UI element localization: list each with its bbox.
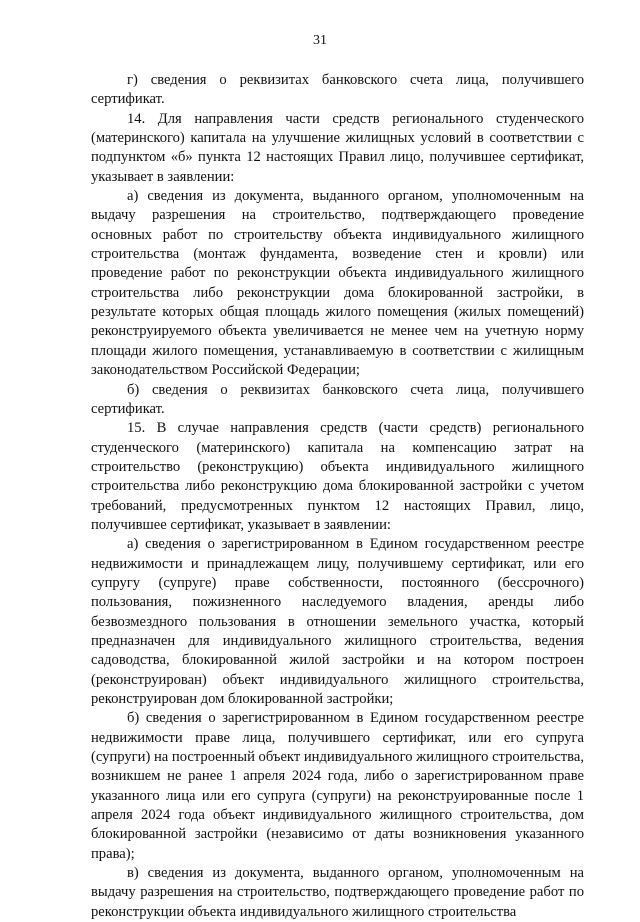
paragraph-13g: г) сведения о реквизитах банковского счета лица, получившего сертификат. xyxy=(91,72,584,108)
paragraph-14-intro: 14. Для направления части средств регионального студенческого (материнского) капитала на улучшение жилищных условий в соответствии с подпунктом «б» пункта 12 настоящих Правил лицо, получившее сертификат, указывает в заявлении: xyxy=(91,110,584,185)
paragraph-14b: б) сведения о реквизитах банковского счета лица, получившего сертификат. xyxy=(91,381,584,417)
page-number: 31 xyxy=(313,33,327,48)
paragraph-15-intro: 15. В случае направления средств (части средств) регионального студенческого (материнского) капитала на компенсацию затрат на строительство (реконструкцию) объекта индивидуального жилищного строительства либо реконструкцию дома блокированной застройки с учетом требований, предусмотренных пунктом 12 настоящих Правил, лицо, получившее сертификат, указывает в заявлении: xyxy=(91,420,584,533)
paragraph-15b: б) сведения о зарегистрированном в Едином государственном реестре недвижимости праве лица, получившего сертификат, или его супруга (супруги) на построенный объект индивидуального жилищного строительства, возникшем не ранее 1 апреля 2024 года, либо о зарегистрированном праве указанного лица или его супруга (супруги) на реконструированные после 1 апреля 2024 года объект индивидуального жилищного строительства, дом блокированной застройки (независимо от даты возникновения указанного права); xyxy=(91,710,584,862)
document-body xyxy=(91,71,584,922)
paragraph-15v: в) сведения из документа, выданного органом, уполномоченным на выдачу разрешения на строительство, подтверждающего проведение работ по реконструкции объекта индивидуального жилищного строительства xyxy=(91,865,584,920)
paragraph-14a: а) сведения из документа, выданного органом, уполномоченным на выдачу разрешения на строительство, подтверждающего проведение основных работ по строительству объекта индивидуального жилищного строительства (монтаж фундамента, возведение стен и кровли) или проведение работ по реконструкции объекта индивидуального жилищного строительства либо реконструкции дома блокированной застройки, в результате которых общая площадь жилого помещения (жилых помещений) реконструируемого объекта увеличивается не менее чем на учетную норму площади жилого помещения, устанавливаемую в соответствии с жилищным законодательством Российской Федерации; xyxy=(91,188,584,379)
paragraph-15a: а) сведения о зарегистрированном в Едином государственном реестре недвижимости и принадлежащем лицу, получившему сертификат, или его супругу (супруге) праве собственности, постоянного (бессрочного) пользования, пожизненного наследуемого владения, аренды либо безвозмездного пользования в отношении земельного участка, который предназначен для индивидуального жилищного строительства, ведения садоводства, блокированной жилой застройки и на котором построен (реконструирован) объект индивидуального жилищного строительства, реконструирован дом блокированной застройки; xyxy=(91,536,584,707)
